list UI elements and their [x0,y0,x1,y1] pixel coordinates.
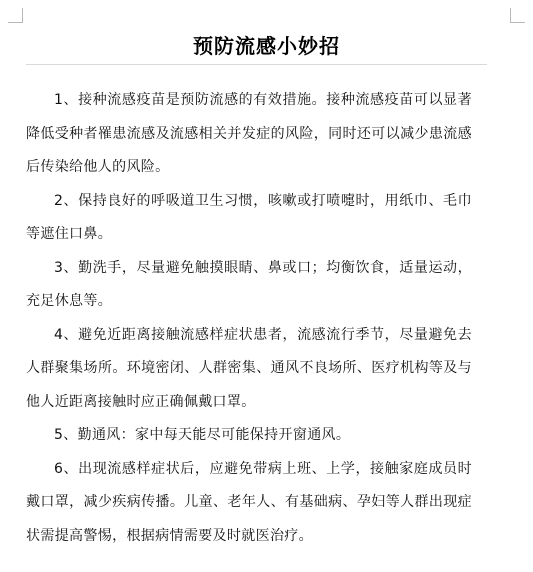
paragraph-2: 2、保持良好的呼吸道卫生习惯，咳嗽或打喷嚏时，用纸巾、毛巾等遮住口鼻。 [26,192,472,242]
paragraph-6: 6、出现流感样症状后，应避免带病上班、上学，接触家庭成员时戴口罩，减少疾病传播。儿童、老年人、有基础病、孕妇等人群出现症状需提高警惕，根据病情需要及时就医治疗。 [26,460,472,544]
paragraph-3: 3、勤洗手，尽量避免触摸眼睛、鼻或口；均衡饮食，适量运动，充足休息等。 [26,259,472,309]
paragraph-5: 5、勤通风：家中每天能尽可能保持开窗通风。 [54,427,351,443]
document-body [26,84,472,553]
page-corner-mark-top-right [510,8,525,23]
document-title: 预防流感小妙招 [193,34,340,58]
title-divider [26,64,487,65]
paragraph-1: 1、接种流感疫苗是预防流感的有效措施。接种流感疫苗可以显著降低受种者罹患流感及流感相关并发症的风险，同时还可以减少患流感后传染给他人的风险。 [26,92,472,175]
page-corner-mark-top-left [8,8,23,23]
paragraph-4: 4、避免近距离接触流感样症状患者，流感流行季节，尽量避免去人群聚集场所。环境密闭、人群密集、通风不良场所、医疗机构等及与他人近距离接触时应正确佩戴口罩。 [26,326,472,410]
